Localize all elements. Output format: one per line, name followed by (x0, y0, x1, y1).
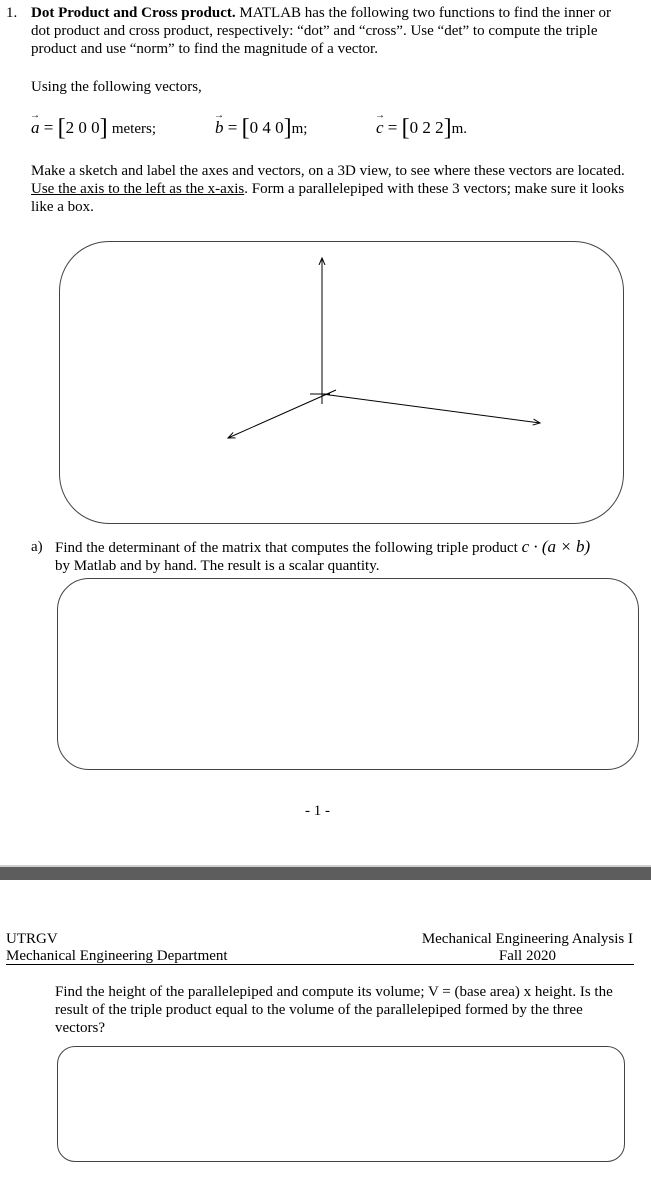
y-axis (322, 394, 540, 423)
triple-product-expression: c · (a × b) (521, 537, 591, 556)
header-course: Mechanical Engineering Analysis I (421, 931, 633, 947)
part-a-prompt: Find the determinant of the matrix that computes the following triple product (55, 540, 518, 556)
vector-c: → c = [0 2 2]m. (376, 117, 467, 138)
question-title: Dot Product and Cross product. (31, 5, 236, 21)
using-vectors-text: Using the following vectors, (31, 79, 202, 95)
x-axis (228, 390, 336, 438)
header-left (6, 931, 228, 965)
vector-a: → a = [2 0 0] meters; (31, 117, 156, 138)
part-a-answer-box[interactable] (57, 578, 639, 770)
header-institution: UTRGV (6, 931, 58, 947)
part-a-text (55, 538, 645, 575)
vector-a-values: 2 0 0 (65, 118, 100, 137)
vector-c-unit: m. (451, 121, 468, 137)
vector-b-symbol: → b (215, 118, 224, 137)
part-a-label: a) (31, 539, 43, 555)
header-rule (6, 964, 634, 965)
header-department: Mechanical Engineering Department (6, 948, 228, 964)
vector-a-symbol: → a (31, 118, 40, 137)
vector-c-values: 0 2 2 (409, 118, 444, 137)
part-a-prompt-continued: by Matlab and by hand. The result is a scalar quantity. (55, 558, 380, 574)
sketch-instructions-part1: Make a sketch and label the axes and vectors, on a 3D view, to see where these vectors are located. (31, 163, 625, 179)
vector-c-symbol: → c (376, 118, 384, 137)
question-intro: MATLAB has the following two functions to find the inner or dot product and cross product, respectively: “dot” and “cross”. Use “det” to compute the triple product and use “norm” to find the magnitude of a vector. (31, 5, 611, 57)
header-right (422, 931, 633, 965)
vector-a-unit: meters; (111, 121, 156, 137)
vector-b: → b = [0 4 0]m; (215, 117, 307, 138)
header-term: Fall 2020 (498, 948, 556, 964)
vector-b-unit: m; (291, 121, 308, 137)
vector-b-values: 0 4 0 (249, 118, 284, 137)
part-b-text: Find the height of the parallelepiped and compute its volume; V = (base area) x height. Is the result of the triple product equal to the volume of the parallelepiped formed by the three vectors? (55, 984, 613, 1036)
x-axis-instruction: Use the axis to the left as the x-axis (31, 181, 245, 197)
page-number: - 1 - (305, 803, 330, 819)
page-break (0, 867, 651, 880)
sketch-instructions-part2: . Form a parallelepiped with these 3 vectors; make sure it looks like a box. (31, 181, 625, 215)
part-b-answer-box[interactable] (57, 1046, 625, 1162)
question-number: 1. (6, 5, 18, 21)
